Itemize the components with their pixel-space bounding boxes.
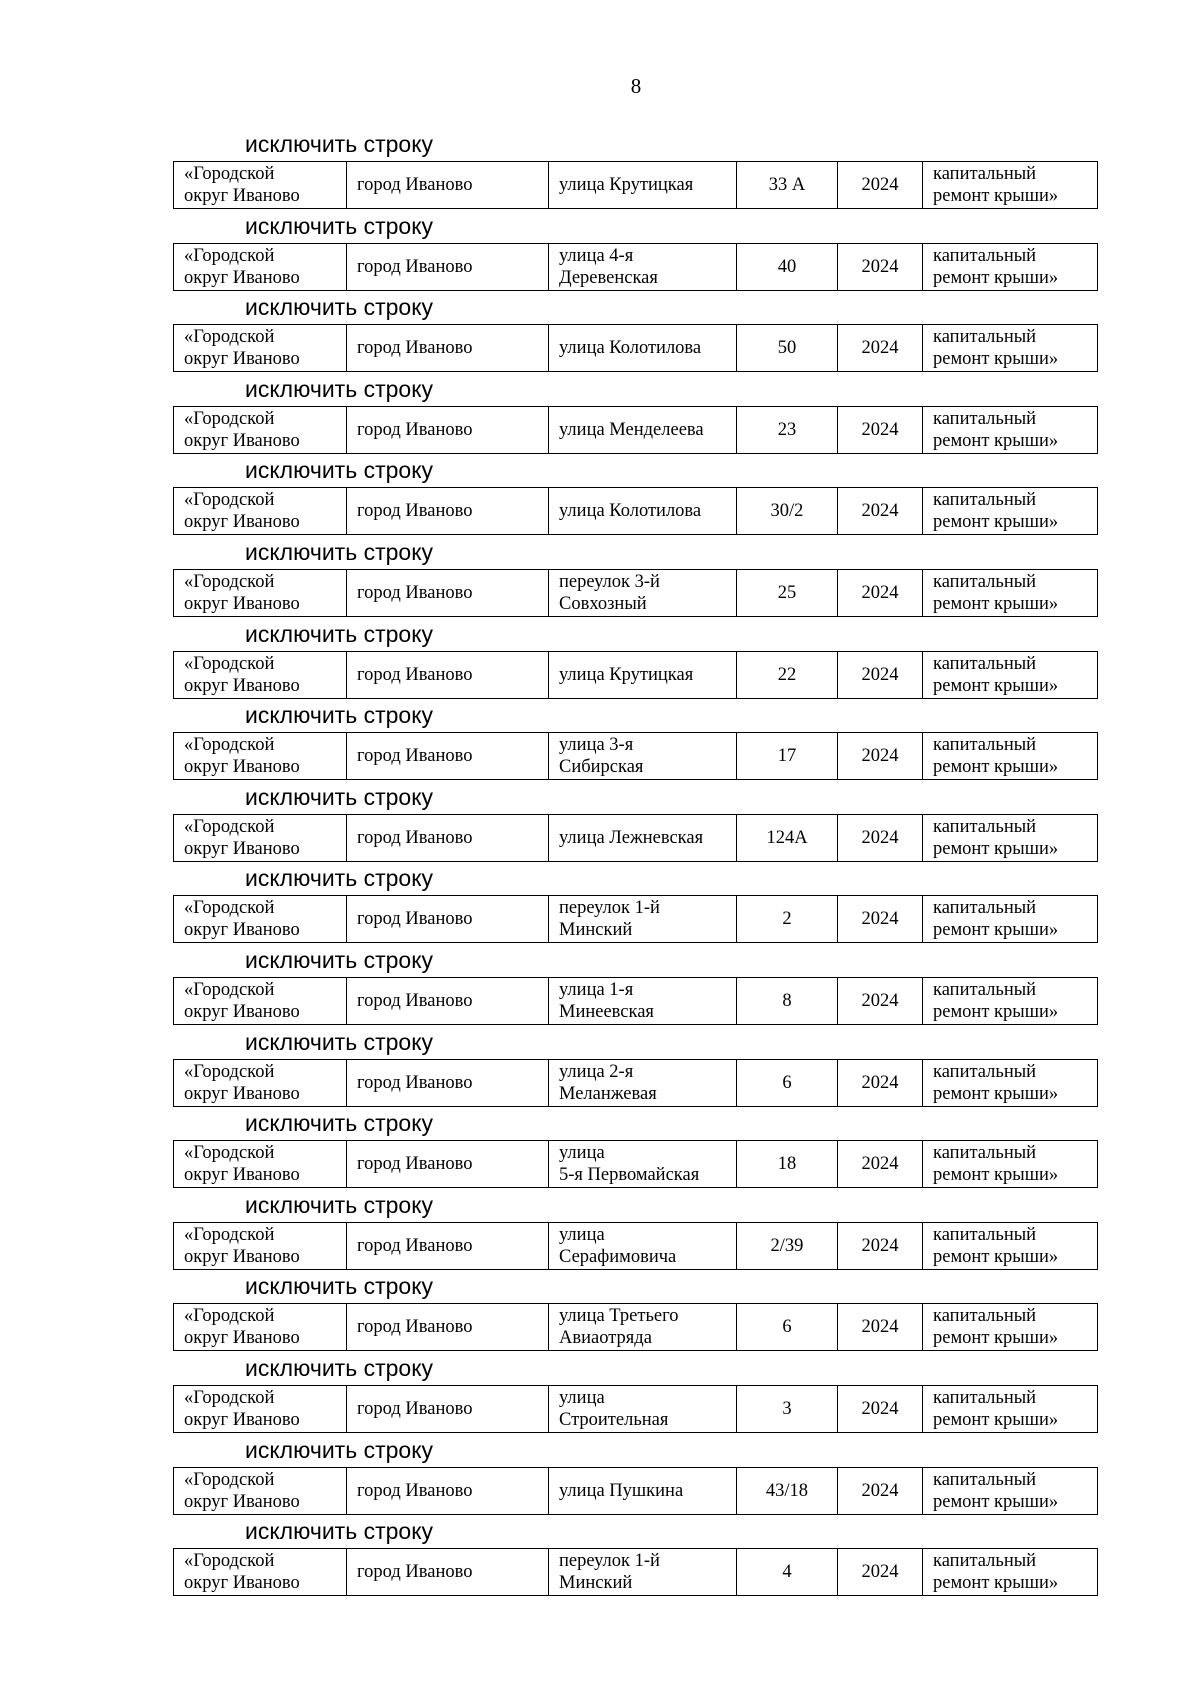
amendment-block [173,372,1097,454]
city-cell: город Иваново [347,651,549,698]
house-number-cell: 25 [737,569,838,616]
amendment-block [173,780,1097,862]
house-number-cell: 6 [737,1059,838,1106]
exclude-row-instruction: исключить строку [245,538,434,565]
municipality-cell: «Городской округ Иваново [174,162,347,209]
amendment-block [173,861,1097,943]
house-number-cell: 17 [737,733,838,780]
exclude-row-instruction: исключить строку [245,1028,434,1055]
municipality-cell: «Городской округ Иваново [174,1549,347,1596]
amendment-block [173,453,1097,535]
street-cell: улица Пушкина [549,1467,737,1514]
year-cell: 2024 [838,162,923,209]
municipality-cell: «Городской округ Иваново [174,569,347,616]
street-cell: улица Лежневская [549,814,737,861]
amendment-block [173,617,1097,699]
street-cell: улица Строительная [549,1385,737,1432]
year-cell: 2024 [838,243,923,290]
city-cell: город Иваново [347,406,549,453]
exclude-row-instruction: исключить строку [245,620,434,647]
table-row [173,814,1098,862]
exclude-row-instruction: исключить строку [245,1354,434,1381]
city-cell: город Иваново [347,1304,549,1351]
work-type-cell: капитальный ремонт крыши» [923,488,1098,535]
amendment-block [173,698,1097,780]
house-number-cell: 3 [737,1385,838,1432]
city-cell: город Иваново [347,569,549,616]
street-cell: улица 1-я Минеевская [549,977,737,1024]
work-type-cell: капитальный ремонт крыши» [923,651,1098,698]
city-cell: город Иваново [347,733,549,780]
amendment-block [173,1106,1097,1188]
street-cell: улица 2-я Меланжевая [549,1059,737,1106]
year-cell: 2024 [838,1385,923,1432]
amendment-block [173,1188,1097,1270]
city-cell: город Иваново [347,243,549,290]
municipality-cell: «Городской округ Иваново [174,896,347,943]
house-number-cell: 8 [737,977,838,1024]
year-cell: 2024 [838,977,923,1024]
year-cell: 2024 [838,1467,923,1514]
amendment-block [173,209,1097,291]
work-type-cell: капитальный ремонт крыши» [923,1385,1098,1432]
exclude-row-instruction: исключить строку [245,1518,434,1545]
house-number-cell: 22 [737,651,838,698]
city-cell: город Иваново [347,814,549,861]
city-cell: город Иваново [347,1141,549,1188]
table-row [173,1548,1098,1596]
house-number-cell: 43/18 [737,1467,838,1514]
municipality-cell: «Городской округ Иваново [174,1059,347,1106]
amendment-block [173,1351,1097,1433]
year-cell: 2024 [838,1059,923,1106]
street-cell: переулок 1-й Минский [549,896,737,943]
street-cell: переулок 3-й Совхозный [549,569,737,616]
exclude-row-instruction: исключить строку [245,702,434,729]
exclude-row-instruction: исключить строку [245,131,434,157]
exclude-row-instruction: исключить строку [245,865,434,892]
amendment-block [173,943,1097,1025]
street-cell: улица Серафимовича [549,1222,737,1269]
table-row [173,1303,1098,1351]
city-cell: город Иваново [347,977,549,1024]
exclude-row-instruction: исключить строку [245,1273,434,1300]
work-type-cell: капитальный ремонт крыши» [923,1467,1098,1514]
house-number-cell: 30/2 [737,488,838,535]
table-row [173,1385,1098,1433]
house-number-cell: 33 А [737,162,838,209]
house-number-cell: 23 [737,406,838,453]
table-row [173,732,1098,780]
work-type-cell: капитальный ремонт крыши» [923,896,1098,943]
municipality-cell: «Городской округ Иваново [174,406,347,453]
street-cell: улица 3-я Сибирская [549,733,737,780]
city-cell: город Иваново [347,1222,549,1269]
city-cell: город Иваново [347,1385,549,1432]
year-cell: 2024 [838,1222,923,1269]
year-cell: 2024 [838,488,923,535]
exclude-row-instruction: исключить строку [245,294,434,321]
table-row [173,1059,1098,1107]
house-number-cell: 50 [737,325,838,372]
year-cell: 2024 [838,896,923,943]
year-cell: 2024 [838,1304,923,1351]
municipality-cell: «Городской округ Иваново [174,325,347,372]
work-type-cell: капитальный ремонт крыши» [923,977,1098,1024]
year-cell: 2024 [838,733,923,780]
table-row [173,1140,1098,1188]
municipality-cell: «Городской округ Иваново [174,733,347,780]
table-row [173,1467,1098,1515]
amendment-block [173,535,1097,617]
city-cell: город Иваново [347,1549,549,1596]
work-type-cell: капитальный ремонт крыши» [923,733,1098,780]
municipality-cell: «Городской округ Иваново [174,1385,347,1432]
municipality-cell: «Городской округ Иваново [174,1304,347,1351]
amendment-block [173,1025,1097,1107]
house-number-cell: 40 [737,243,838,290]
year-cell: 2024 [838,1549,923,1596]
year-cell: 2024 [838,569,923,616]
page-number: 8 [630,74,642,98]
work-type-cell: капитальный ремонт крыши» [923,1059,1098,1106]
street-cell: улица Менделеева [549,406,737,453]
exclude-row-instruction: исключить строку [245,1191,434,1218]
table-row [173,895,1098,943]
street-cell: улица 4-я Деревенская [549,243,737,290]
table-row [173,651,1098,699]
amendment-block [173,1433,1097,1515]
city-cell: город Иваново [347,1467,549,1514]
house-number-cell: 124А [737,814,838,861]
municipality-cell: «Городской округ Иваново [174,651,347,698]
year-cell: 2024 [838,325,923,372]
exclude-row-instruction: исключить строку [245,212,434,239]
work-type-cell: капитальный ремонт крыши» [923,1549,1098,1596]
amendment-block [173,290,1097,372]
street-cell: улица Третьего Авиаотряда [549,1304,737,1351]
municipality-cell: «Городской округ Иваново [174,1222,347,1269]
year-cell: 2024 [838,814,923,861]
city-cell: город Иваново [347,162,549,209]
exclude-row-instruction: исключить строку [245,1110,434,1137]
city-cell: город Иваново [347,1059,549,1106]
year-cell: 2024 [838,651,923,698]
year-cell: 2024 [838,1141,923,1188]
exclude-row-instruction: исключить строку [245,375,434,402]
work-type-cell: капитальный ремонт крыши» [923,243,1098,290]
exclude-row-instruction: исключить строку [245,946,434,973]
table-row [173,161,1098,209]
house-number-cell: 18 [737,1141,838,1188]
table-row [173,324,1098,372]
city-cell: город Иваново [347,896,549,943]
street-cell: улица Колотилова [549,325,737,372]
work-type-cell: капитальный ремонт крыши» [923,1222,1098,1269]
municipality-cell: «Городской округ Иваново [174,488,347,535]
work-type-cell: капитальный ремонт крыши» [923,406,1098,453]
house-number-cell: 2 [737,896,838,943]
table-row [173,487,1098,535]
municipality-cell: «Городской округ Иваново [174,1467,347,1514]
table-row [173,1222,1098,1270]
house-number-cell: 2/39 [737,1222,838,1269]
street-cell: улица Крутицкая [549,162,737,209]
house-number-cell: 4 [737,1549,838,1596]
city-cell: город Иваново [347,488,549,535]
city-cell: город Иваново [347,325,549,372]
exclude-row-instruction: исключить строку [245,457,434,484]
work-type-cell: капитальный ремонт крыши» [923,814,1098,861]
exclude-row-instruction: исключить строку [245,783,434,810]
work-type-cell: капитальный ремонт крыши» [923,325,1098,372]
year-cell: 2024 [838,406,923,453]
work-type-cell: капитальный ремонт крыши» [923,569,1098,616]
work-type-cell: капитальный ремонт крыши» [923,1304,1098,1351]
work-type-cell: капитальный ремонт крыши» [923,1141,1098,1188]
street-cell: переулок 1-й Минский [549,1549,737,1596]
municipality-cell: «Городской округ Иваново [174,977,347,1024]
table-row [173,243,1098,291]
amendment-block [173,1514,1097,1596]
amendment-block [173,1269,1097,1351]
work-type-cell: капитальный ремонт крыши» [923,162,1098,209]
municipality-cell: «Городской округ Иваново [174,1141,347,1188]
house-number-cell: 6 [737,1304,838,1351]
table-row [173,569,1098,617]
exclude-row-instruction: исключить строку [245,1436,434,1463]
street-cell: улица 5-я Первомайская [549,1141,737,1188]
amendment-block [173,127,1097,209]
municipality-cell: «Городской округ Иваново [174,814,347,861]
municipality-cell: «Городской округ Иваново [174,243,347,290]
table-row [173,406,1098,454]
street-cell: улица Крутицкая [549,651,737,698]
amendment-list [173,127,1097,1596]
street-cell: улица Колотилова [549,488,737,535]
table-row [173,977,1098,1025]
